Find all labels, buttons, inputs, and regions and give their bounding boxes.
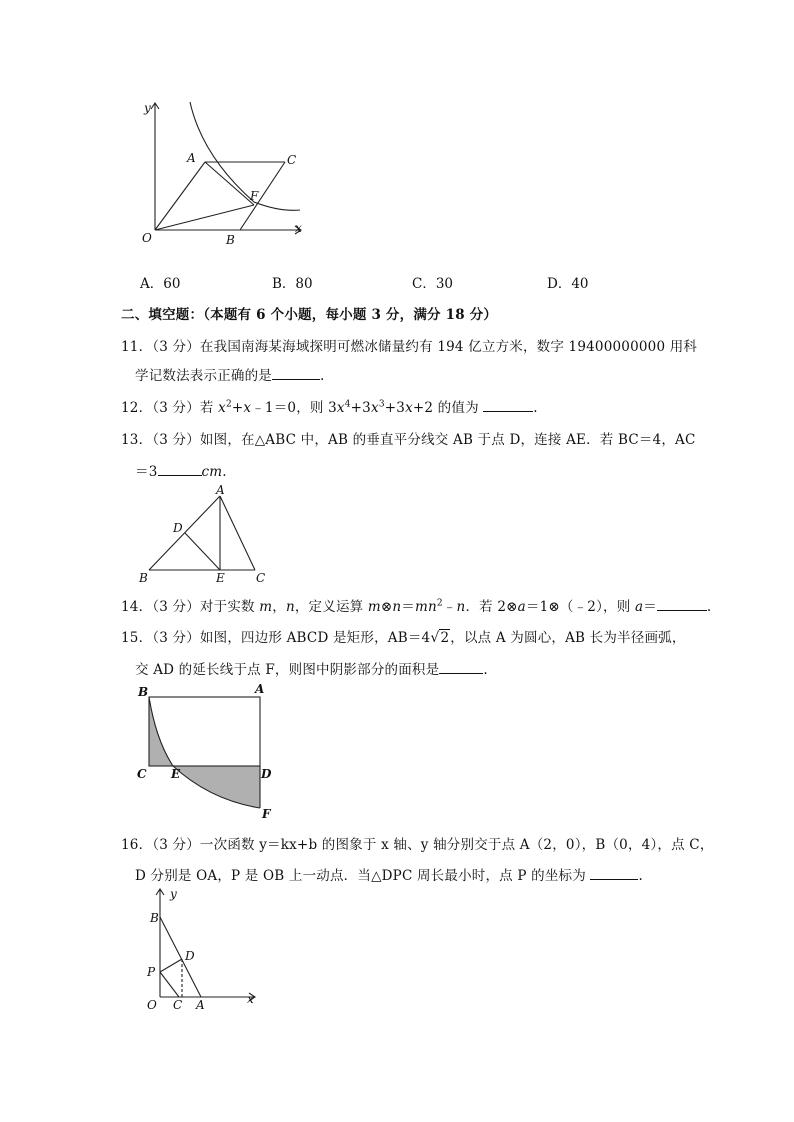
label-c: C — [173, 998, 183, 1012]
q16-text-2: D 分别是 OA，P 是 OB 上一动点．当△DPC 周长最小时，点 P 的坐标为 — [135, 868, 591, 884]
q16-answer-blank[interactable] — [590, 867, 638, 880]
q12-var-x: x — [336, 400, 345, 416]
q14-var: n — [456, 599, 466, 615]
question-15-line2 — [135, 658, 488, 678]
q12-var-x: x — [218, 400, 226, 416]
sqrt-symbol: √ — [430, 630, 440, 646]
label-a: A — [255, 682, 265, 696]
question-11 — [121, 335, 697, 355]
label-a: A — [187, 151, 196, 165]
q14-t3: ，定义运算 — [294, 599, 368, 615]
option-c[interactable]: C．30 — [412, 276, 454, 292]
q12-t4: +3 — [350, 400, 371, 416]
figure-q15 — [130, 680, 290, 820]
question-14 — [121, 595, 711, 615]
q15-number: 15．（3 分） — [121, 630, 200, 646]
option-a[interactable]: A．60 — [140, 276, 181, 292]
q14-t1: 对于实数 — [199, 599, 260, 615]
q14-exp: 2 — [436, 598, 443, 609]
section-title: 二、填空题：（本题有 6 个小题，每小题 3 分，满分 18 分） — [121, 307, 498, 323]
label-e: E — [171, 767, 181, 781]
q11-text-2: 学记数法表示正确的是 — [135, 368, 272, 384]
question-13-line2 — [135, 460, 227, 480]
option-d[interactable]: D．40 — [547, 276, 589, 292]
q12-answer-blank[interactable] — [483, 399, 533, 412]
q14-var: m — [414, 599, 428, 615]
q12-exp: 3 — [378, 399, 385, 410]
label-c: C — [137, 767, 147, 781]
q15-text-1: 如图，四边形 ABCD 是矩形，AB＝4 — [199, 630, 431, 646]
figure-q13 — [135, 480, 275, 588]
label-a: A — [216, 483, 225, 497]
q12-var-x: x — [370, 400, 379, 416]
label-f: F — [250, 189, 259, 203]
label-b: B — [138, 685, 149, 699]
label-y: y — [170, 887, 177, 901]
q14-var: n — [428, 599, 437, 615]
q14-number: 14．（3 分） — [121, 599, 200, 615]
question-13 — [121, 428, 696, 448]
label-f: F — [262, 807, 271, 820]
label-d: D — [185, 949, 195, 963]
q13-text-1: 如图，在△ABC 中，AB 的垂直平分线交 AB 于点 D，连接 AE．若 BC＝4，AC — [199, 432, 696, 448]
q15-text-2: 交 AD 的延长线于点 F，则图中阴影部分的面积是 — [135, 662, 440, 678]
q13-answer-blank[interactable] — [158, 463, 202, 476]
q15-end: . — [483, 662, 488, 678]
q14-t8: ＝ — [643, 599, 657, 615]
q14-var: m — [367, 599, 381, 615]
q16-text-1: 一次函数 y＝kx+b 的图象于 x 轴、y 轴分别交于点 A（2，0），B（0，4），点 C， — [199, 837, 714, 853]
q12-t5: +3 — [384, 400, 406, 416]
q12-t2: + — [231, 400, 244, 416]
label-d: D — [261, 767, 272, 781]
label-e: E — [216, 571, 225, 585]
question-16-line2 — [135, 864, 643, 884]
q12-exp: 2 — [225, 399, 232, 410]
label-c: C — [256, 571, 266, 585]
q15-text-1b: ，以点 A 为圆心，AB 长为半径画弧， — [450, 630, 686, 646]
q12-exp: 4 — [344, 399, 351, 410]
q14-t6: ．若 2⊗ — [465, 599, 518, 615]
q14-t2: ， — [272, 599, 286, 615]
q13-text-2: ＝3 — [135, 464, 158, 480]
q11-number: 11．（3 分） — [121, 339, 200, 355]
label-x: x — [295, 221, 302, 235]
q11-answer-blank[interactable] — [272, 367, 320, 380]
question-12 — [121, 396, 538, 416]
q14-t4: ＝ — [401, 599, 415, 615]
q11-end: . — [320, 368, 325, 384]
question-16 — [121, 833, 714, 853]
label-a: A — [196, 998, 205, 1012]
q14-operator: ⊗ — [380, 599, 393, 615]
q14-var: a — [517, 599, 526, 615]
q12-var-x: x — [405, 400, 413, 416]
q12-t1: 若 — [199, 400, 219, 416]
label-c: C — [287, 153, 297, 167]
q11-text-1: 在我国南海某海域探明可燃冰储量约有 194 亿立方米，数字 19400000000 用科 — [199, 339, 698, 355]
q12-t6: +2 的值为 — [412, 400, 484, 416]
option-b[interactable]: B．80 — [272, 276, 313, 292]
question-11-line2 — [135, 364, 325, 384]
q12-number: 12．（3 分） — [121, 400, 200, 416]
label-b: B — [226, 233, 235, 247]
label-b: B — [150, 911, 159, 925]
q14-t5: ﹣ — [442, 599, 457, 615]
q14-t7: ＝1⊗（﹣2），则 — [525, 599, 635, 615]
q14-var: a — [634, 599, 644, 615]
figure-q10 — [130, 92, 310, 252]
q14-end: . — [706, 599, 712, 615]
label-o: O — [142, 231, 152, 245]
q12-end: . — [533, 400, 538, 416]
label-y: y — [144, 101, 151, 115]
q12-var-x: x — [243, 400, 252, 416]
question-15 — [121, 626, 686, 646]
q15-radicand: 2 — [440, 630, 450, 646]
q16-number: 16．（3 分） — [121, 837, 200, 853]
q14-var: m — [259, 599, 273, 615]
q14-var: n — [285, 599, 295, 615]
label-o: O — [147, 998, 157, 1012]
label-p: P — [147, 965, 156, 979]
figure-q16 — [140, 882, 270, 1012]
q14-var: n — [392, 599, 402, 615]
q13-unit: cm — [201, 464, 223, 480]
q13-number: 13．（3 分） — [121, 432, 200, 448]
label-x: x — [247, 992, 254, 1006]
q13-end: . — [222, 464, 227, 480]
label-b: B — [139, 571, 148, 585]
q16-end: . — [638, 868, 643, 884]
q12-t3: ﹣1＝0，则 3 — [251, 400, 337, 416]
q15-answer-blank[interactable] — [439, 661, 483, 674]
q14-answer-blank[interactable] — [657, 598, 707, 611]
label-d: D — [173, 521, 183, 535]
